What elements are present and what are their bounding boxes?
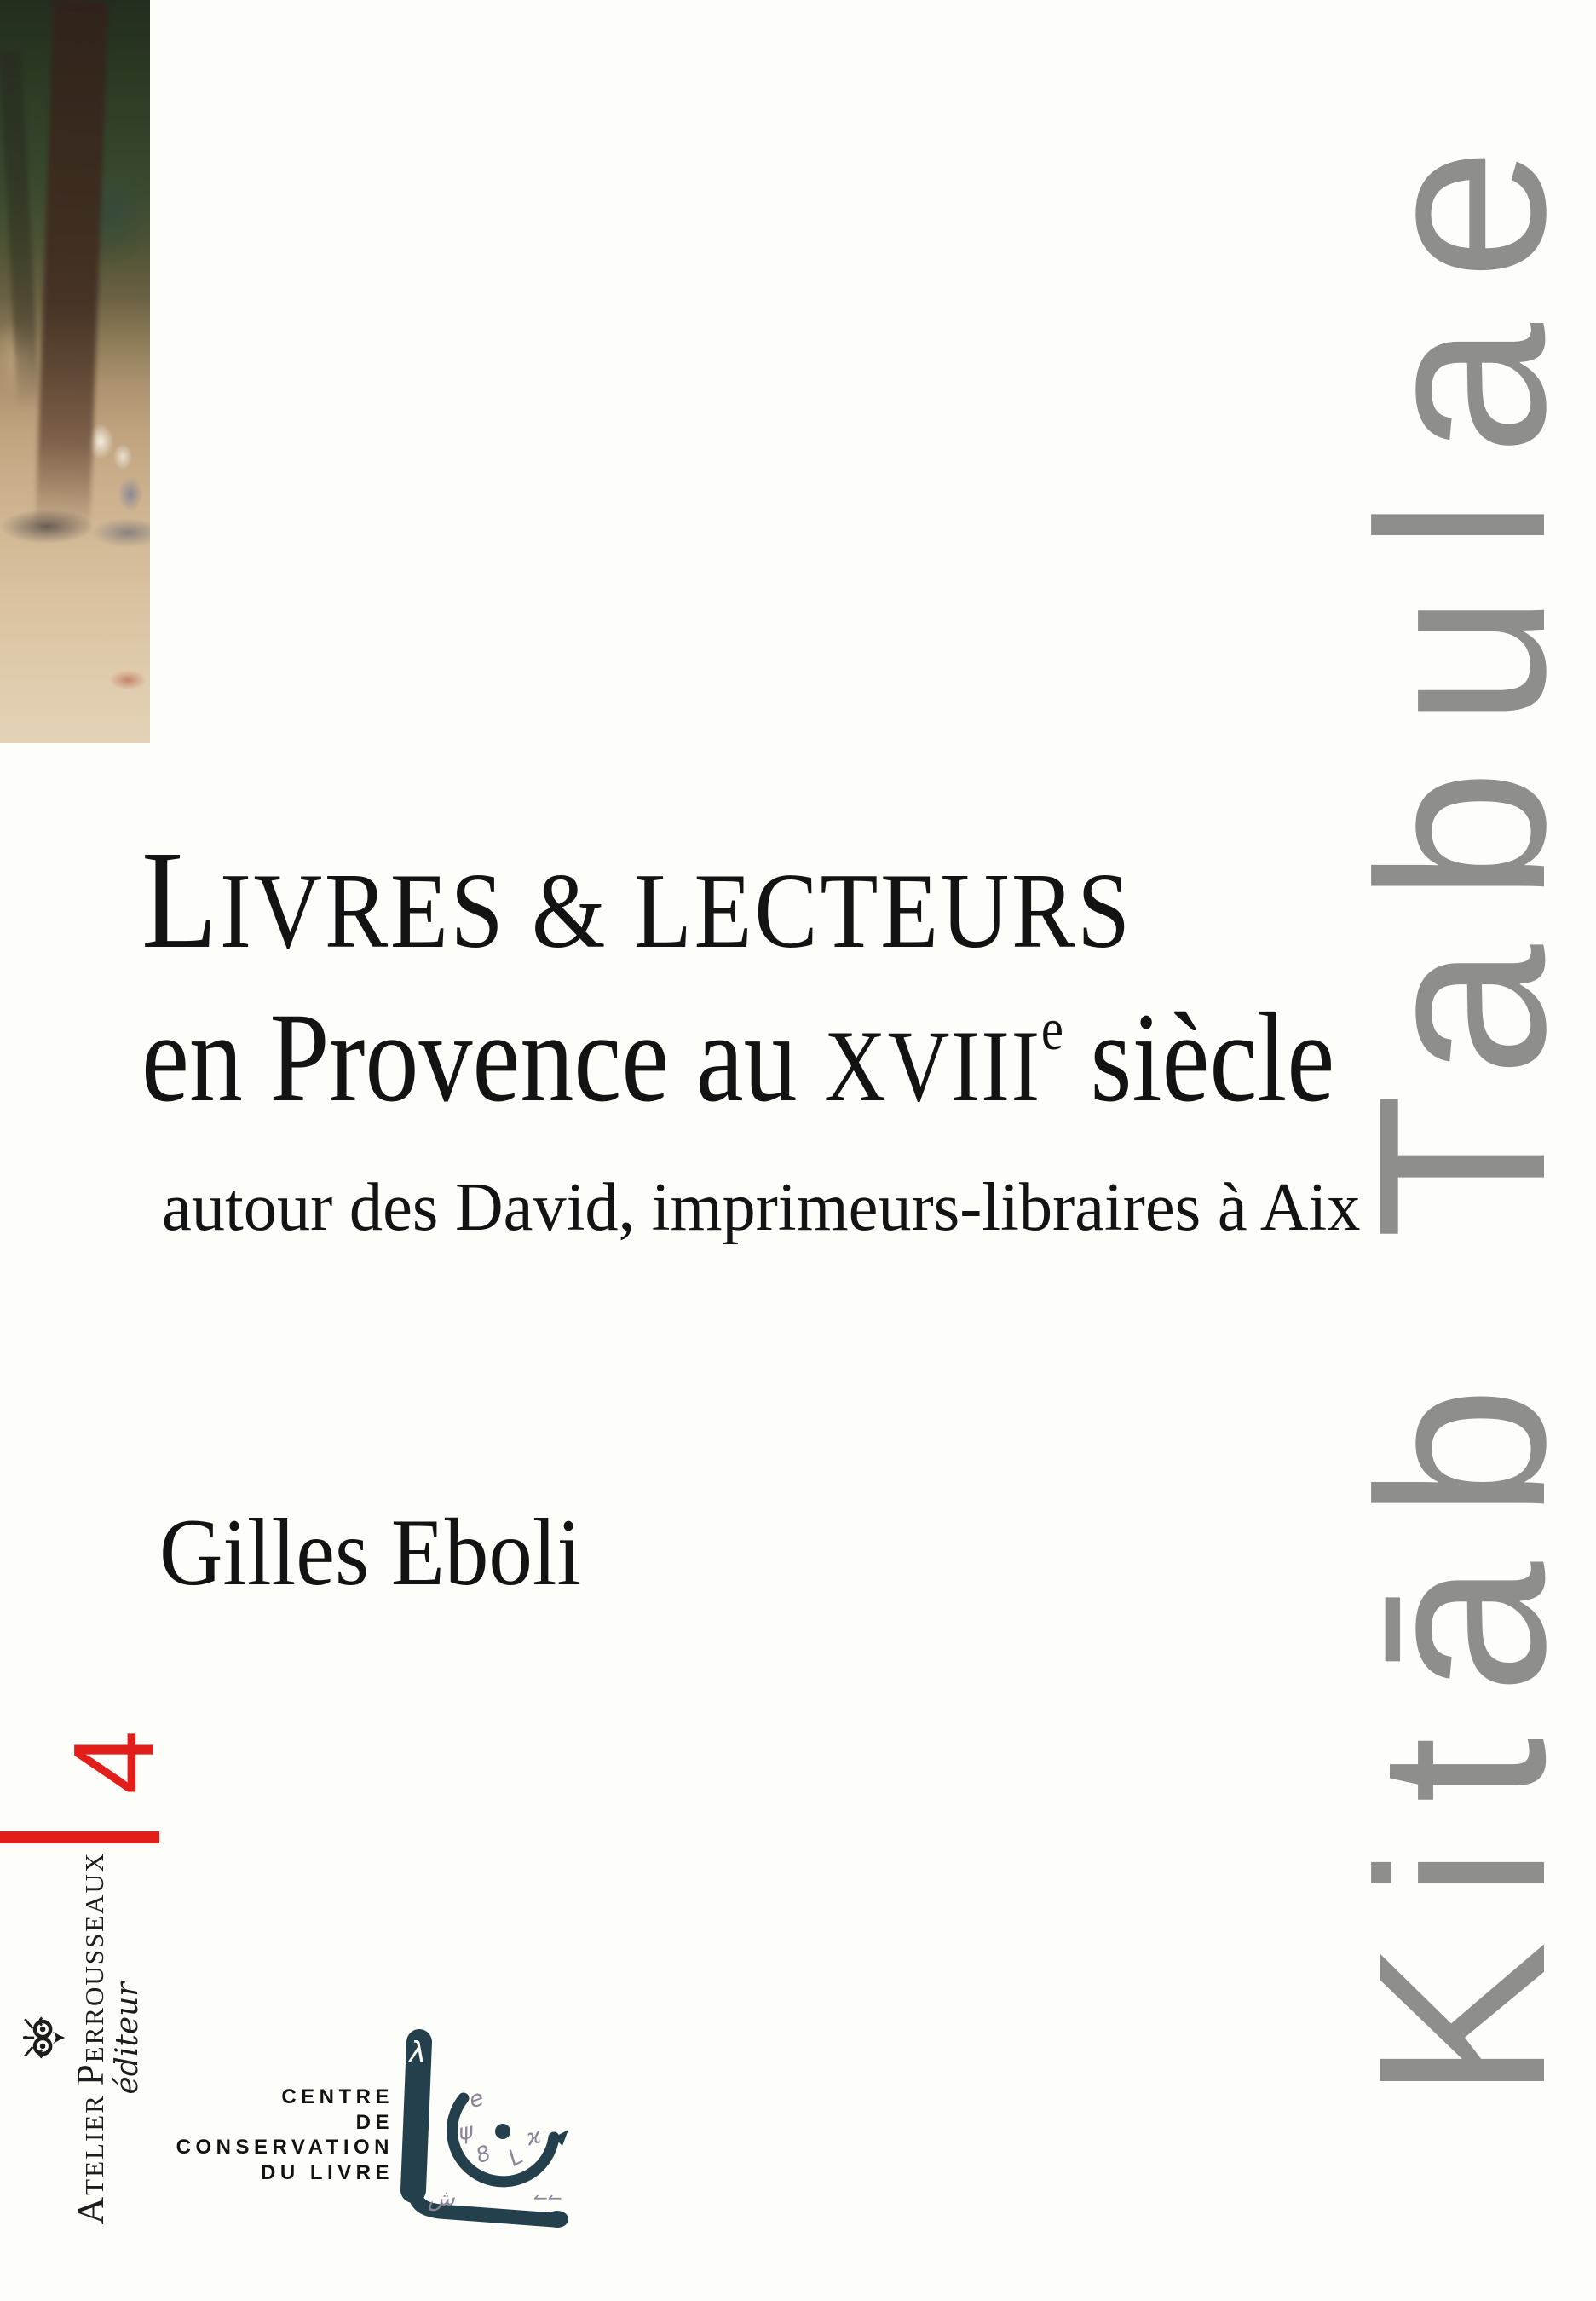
title-line-2-post: siècle bbox=[1063, 987, 1335, 1128]
ccl-wordmark bbox=[135, 2085, 394, 2185]
subtitle: autour des David, imprimeurs-libraires à Aix bbox=[162, 1170, 1361, 1245]
title-line-1-text: IVRES & LECTEURS bbox=[219, 852, 1132, 971]
ccl-glyph-e: e bbox=[465, 2085, 487, 2114]
publisher-name-initial-a: A bbox=[69, 2194, 112, 2225]
series-volume-number: 4 bbox=[49, 1730, 178, 1795]
title-line-2-pre: en Provence au bbox=[141, 987, 825, 1128]
author-name: Gilles Eboli bbox=[159, 1500, 582, 1606]
publisher-name-atelier: TELIER bbox=[79, 2085, 109, 2195]
publisher-name bbox=[69, 1851, 112, 2225]
ccl-line-3: CONSERVATION bbox=[176, 2136, 394, 2159]
ccl-logo-icon bbox=[390, 2021, 591, 2235]
cover-painting bbox=[0, 0, 150, 743]
title-line-2 bbox=[141, 987, 1335, 1128]
ccl-glyph-sheen: ش bbox=[428, 2186, 455, 2212]
ccl-glyph-eight: 8 bbox=[472, 2140, 494, 2169]
title-century-roman: XVIII bbox=[824, 1009, 1041, 1122]
owl-icon bbox=[19, 2014, 68, 2063]
title-initial: L bbox=[141, 822, 220, 977]
painting-tree-trunk bbox=[35, 0, 108, 538]
ccl-glyph-psi: ψ bbox=[456, 2118, 475, 2147]
ccl-glyph-arrows: ↼↼ bbox=[533, 2188, 562, 2208]
ccl-lambda-glyph: λ bbox=[409, 2036, 427, 2070]
publisher-name-initial-p: P bbox=[69, 2062, 112, 2086]
publisher-role: éditeur bbox=[110, 1981, 145, 2095]
title-century-superscript: e bbox=[1040, 997, 1063, 1063]
series-volume-rule bbox=[0, 1831, 159, 1843]
publisher-name-perrousseaux: ERROUSSEAUX bbox=[79, 1851, 109, 2063]
ccl-line-1: CENTRE bbox=[281, 2085, 394, 2108]
ccl-line-4: DU LIVRE bbox=[260, 2160, 394, 2184]
series-band-title: Kitāb Tabulae bbox=[1329, 105, 1595, 2101]
title-line-1 bbox=[141, 822, 1132, 977]
ccl-glyph-el: L bbox=[504, 2143, 527, 2172]
ccl-line-2: DE bbox=[355, 2110, 394, 2134]
ccl-glyph-kappa: ϰ bbox=[523, 2123, 544, 2152]
painting-tree-trunk-2 bbox=[0, 51, 40, 410]
